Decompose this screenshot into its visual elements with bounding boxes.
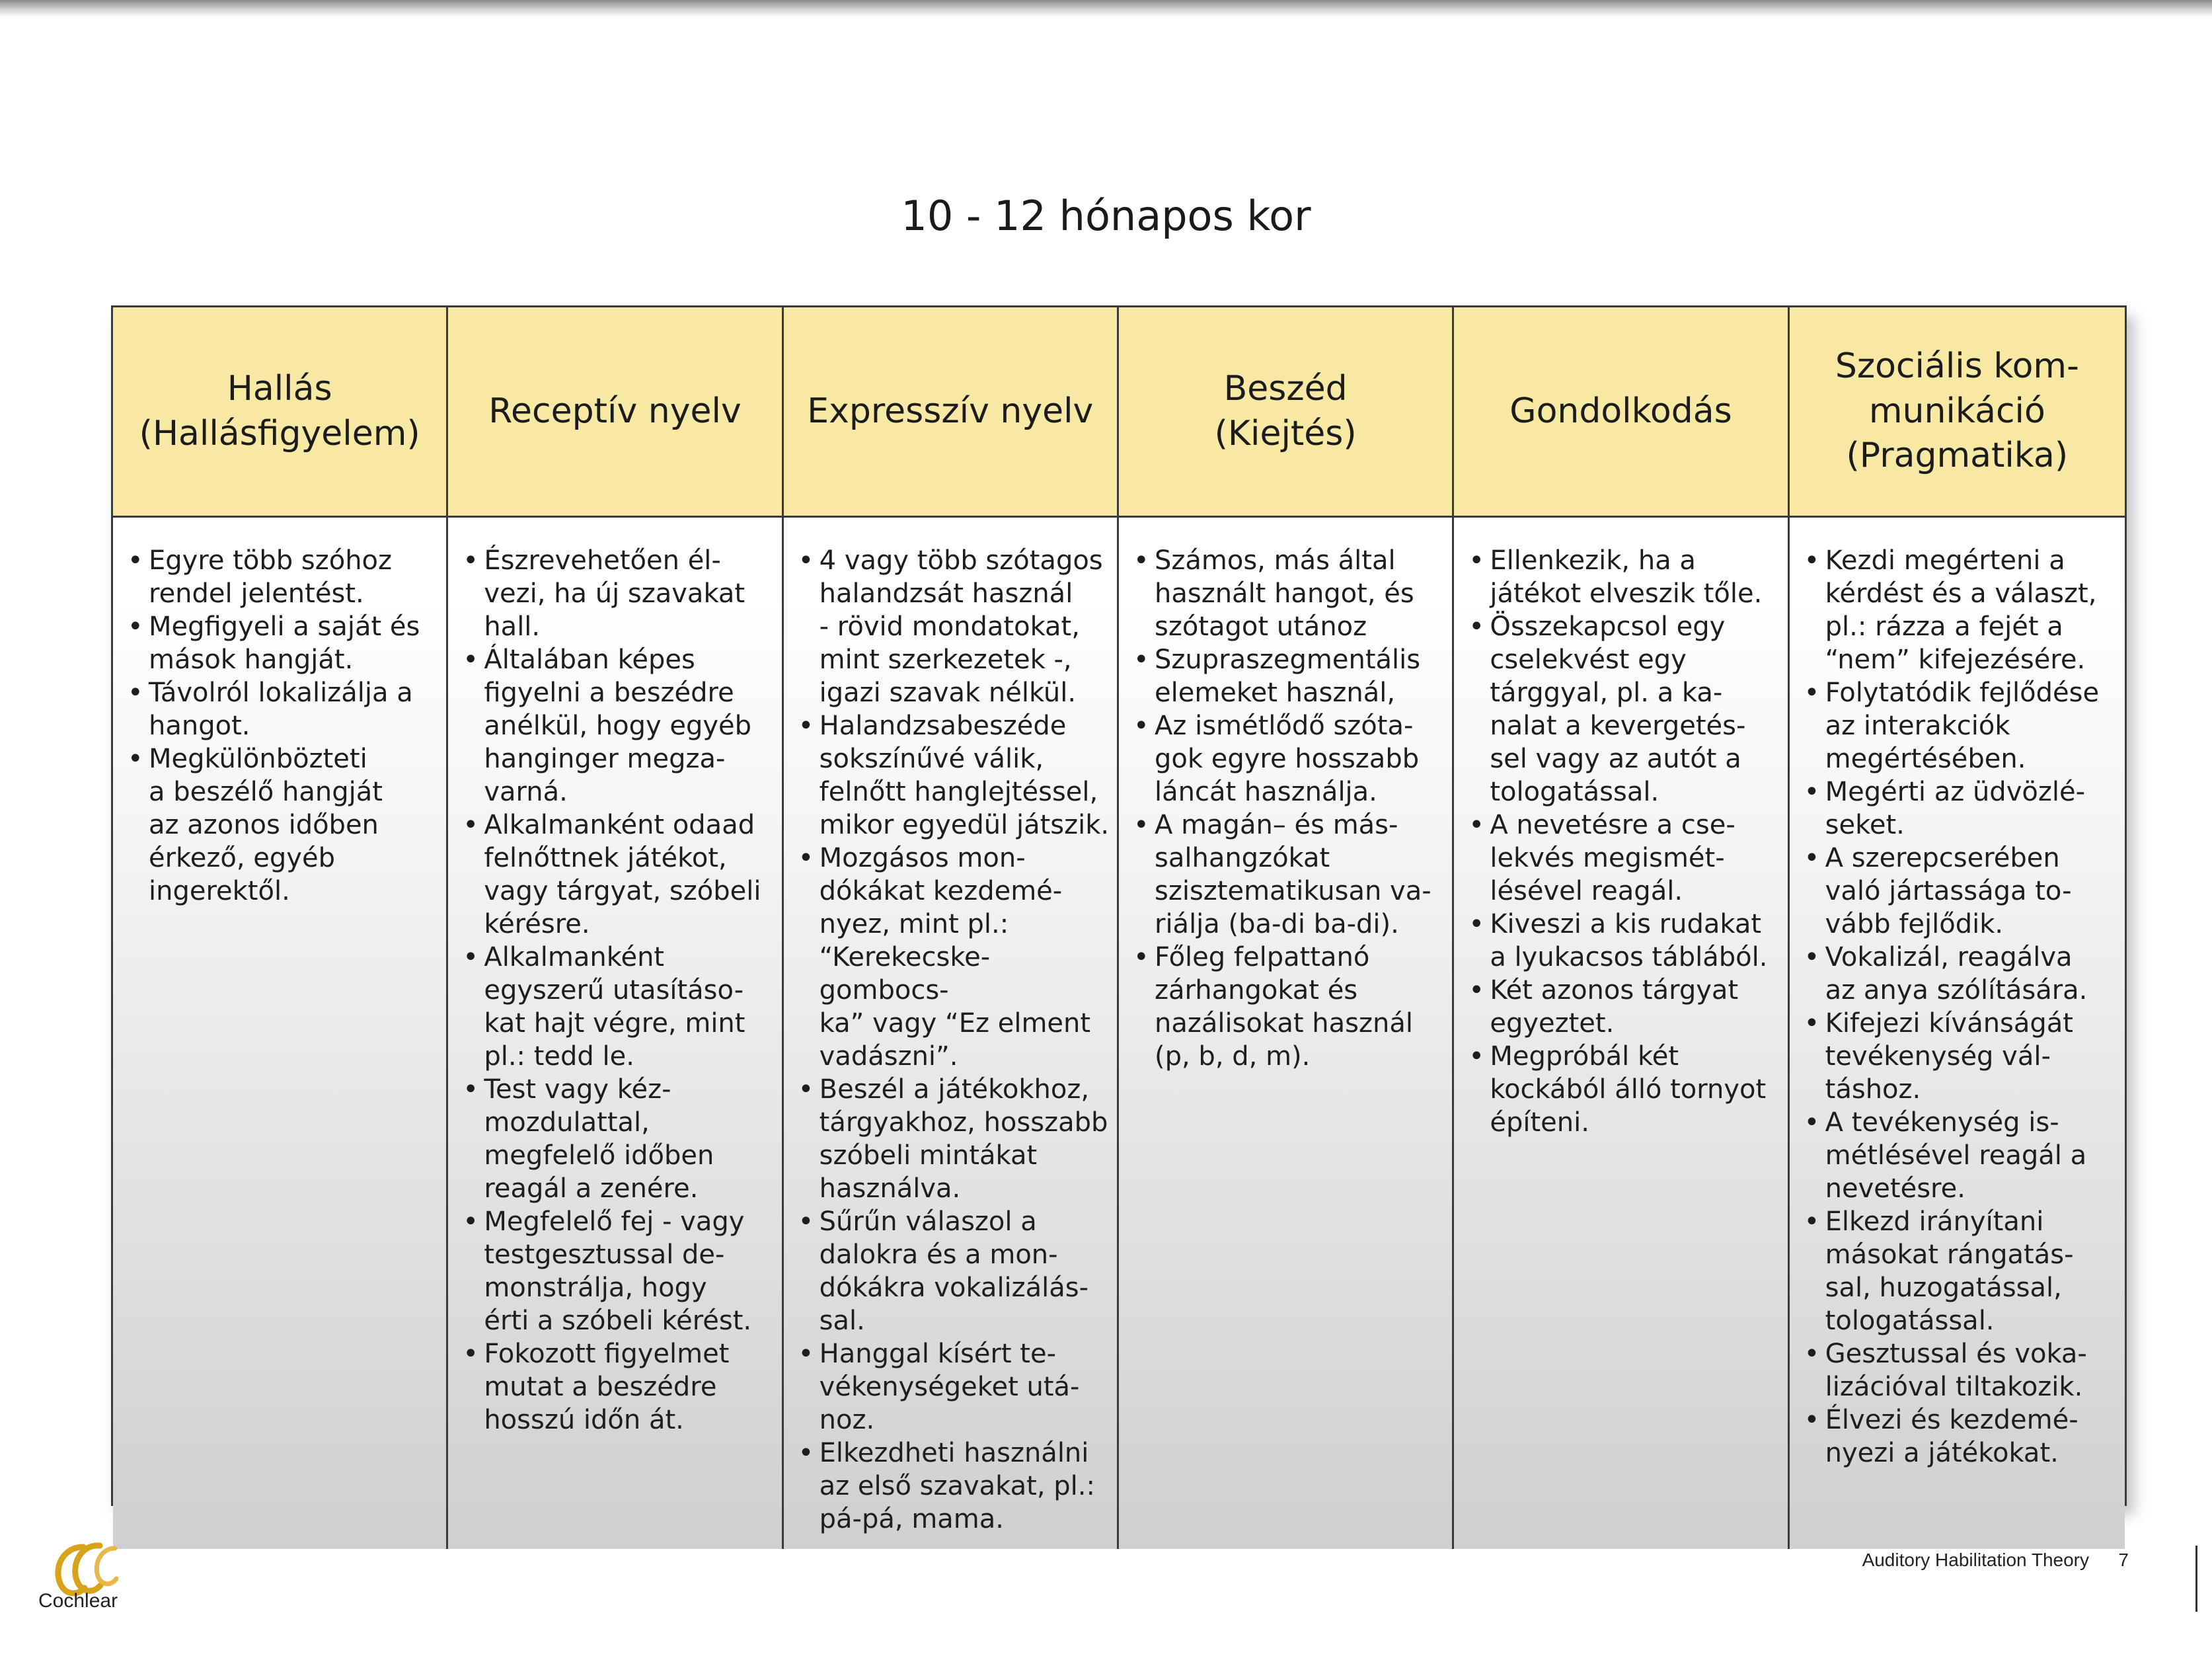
list-item: • Kifejezi kívánságát tevékenység vál- táshoz. xyxy=(1802,1007,2118,1106)
list-item: • Megkülönbözteti a beszélő hangját az azonos időben érkező, egyéb ingerektől. xyxy=(125,742,439,908)
list-item: • Számos, más által használt hangot, és szótagot utánoz xyxy=(1131,544,1445,643)
list-item: • Gesztussal és voka- lizációval tiltakozik. xyxy=(1802,1337,2118,1403)
list-item: • A magán– és más- salhangzókat szisztematikusan va- riálja (ba-di ba-di). xyxy=(1131,809,1445,941)
list-item: • Szupraszegmentális elemeket használ, xyxy=(1131,643,1445,709)
list-item: • Sűrűn válaszol a dalokra és a mon- dókákra vokalizálás- sal. xyxy=(796,1205,1110,1337)
list-item: • Összekapcsol egy cselekvést egy tárggyal, pl. a ka- nalat a kevergetés- sel vagy az autót a tologatással. xyxy=(1466,610,1780,809)
bullet-list xyxy=(796,544,1110,1536)
list-item: • Folytatódik fejlődése az interakciók megértésében. xyxy=(1802,676,2118,775)
column-body-gondolkodas xyxy=(1454,518,1789,1549)
milestone-table xyxy=(111,305,2127,1534)
list-item: • Vokalizál, reagálva az anya szólítására. xyxy=(1802,941,2118,1007)
page-number: 7 xyxy=(2118,1550,2129,1570)
list-item: • Élvezi és kezdemé- nyezi a játékokat. xyxy=(1802,1403,2118,1470)
column-header-receptiv: Receptív nyelv xyxy=(448,307,783,518)
scan-edge xyxy=(0,0,2212,17)
list-item: • Alkalmanként egyszerű utasításo- kat hajt végre, mint pl.: tedd le. xyxy=(460,941,775,1073)
column-body-expressziv xyxy=(784,518,1119,1549)
list-item: • Az ismétlődő szóta- gok egyre hosszabb láncát használja. xyxy=(1131,709,1445,809)
list-item: • Megpróbál két kockából álló tornyot építeni. xyxy=(1466,1040,1780,1139)
column-body-szocialis xyxy=(1790,518,2125,1549)
list-item: • Főleg felpattanó zárhangokat és nazálisokat használ (p, b, d, m). xyxy=(1131,941,1445,1073)
list-item: • Távolról lokalizálja a hangot. xyxy=(125,676,439,742)
column-header-hallas: Hallás (Hallásfigyelem) xyxy=(113,307,448,518)
column-body-beszed xyxy=(1119,518,1454,1549)
bullet-list xyxy=(125,544,439,908)
list-item: • A tevékenység is- métlésével reagál a nevetésre. xyxy=(1802,1106,2118,1205)
list-item: • Mozgásos mon- dókákat kezdemé- nyez, mint pl.: “Kerekecske-gombocs- ka” vagy “Ez elment vadászni”. xyxy=(796,842,1110,1073)
list-item: • 4 vagy több szótagos halandzsát használ - rövid mondatokat, mint szerkezetek -, igazi szavak nélkül. xyxy=(796,544,1110,709)
column-body-hallas xyxy=(113,518,448,1549)
list-item: • Általában képes figyelni a beszédre anélkül, hogy egyéb hanginger megza- varná. xyxy=(460,643,775,809)
page-title: 10 - 12 hónapos kor xyxy=(901,192,1311,240)
list-item: • Megfelelő fej - vagy testgesztussal de- monstrálja, hogy érti a szóbeli kérést. xyxy=(460,1205,775,1337)
column-header-szocialis: Szociális kom- munikáció (Pragmatika) xyxy=(1790,307,2125,518)
bullet-list xyxy=(460,544,775,1437)
publication-title: Auditory Habilitation Theory xyxy=(1862,1550,2089,1570)
list-item: • Egyre több szóhoz rendel jelentést. xyxy=(125,544,439,610)
list-item: • Fokozott figyelmet mutat a beszédre hosszú időn át. xyxy=(460,1337,775,1437)
list-item: • Test vagy kéz- mozdulattal, megfelelő időben reagál a zenére. xyxy=(460,1073,775,1205)
list-item: • Halandzsabeszéde sokszínűvé válik, felnőtt hanglejtéssel, mikor egyedül játszik. xyxy=(796,709,1110,842)
footer-divider xyxy=(2195,1546,2197,1612)
column-header-expressziv: Expresszív nyelv xyxy=(784,307,1119,518)
list-item: • Megérti az üdvözlé- seket. xyxy=(1802,775,2118,842)
column-header-gondolkodas: Gondolkodás xyxy=(1454,307,1789,518)
list-item: • Elkezdheti használni az első szavakat, pl.: pá-pá, mama. xyxy=(796,1437,1110,1536)
list-item: • A szerepcserében való jártassága to- vább fejlődik. xyxy=(1802,842,2118,941)
list-item: • Kezdi megérteni a kérdést és a választ, pl.: rázza a fejét a “nem” kifejezésére. xyxy=(1802,544,2118,676)
list-item: • Kiveszi a kis rudakat a lyukacsos táblából. xyxy=(1466,908,1780,974)
list-item: • Ellenkezik, ha a játékot elveszik tőle. xyxy=(1466,544,1780,610)
bullet-list xyxy=(1131,544,1445,1073)
list-item: • Beszél a játékokhoz, tárgyakhoz, hosszabb szóbeli mintákat használva. xyxy=(796,1073,1110,1205)
list-item: • Megfigyeli a saját és mások hangját. xyxy=(125,610,439,676)
brand-name: Cochlear xyxy=(38,1590,118,1612)
list-item: • A nevetésre a cse- lekvés megismét- lésével reagál. xyxy=(1466,809,1780,908)
list-item: • Hanggal kísért te- vékenységeket utá- noz. xyxy=(796,1337,1110,1437)
list-item: • Alkalmanként odaad felnőttnek játékot, vagy tárgyat, szóbeli kérésre. xyxy=(460,809,775,941)
list-item: • Elkezd irányítani másokat rángatás- sal, huzogatással, tologatással. xyxy=(1802,1205,2118,1337)
list-item: • Két azonos tárgyat egyeztet. xyxy=(1466,974,1780,1040)
column-body-receptiv xyxy=(448,518,783,1549)
list-item: • Észrevehetően él- vezi, ha új szavakat hall. xyxy=(460,544,775,643)
bullet-list xyxy=(1466,544,1780,1139)
column-header-beszed: Beszéd (Kiejtés) xyxy=(1119,307,1454,518)
bullet-list xyxy=(1802,544,2118,1470)
